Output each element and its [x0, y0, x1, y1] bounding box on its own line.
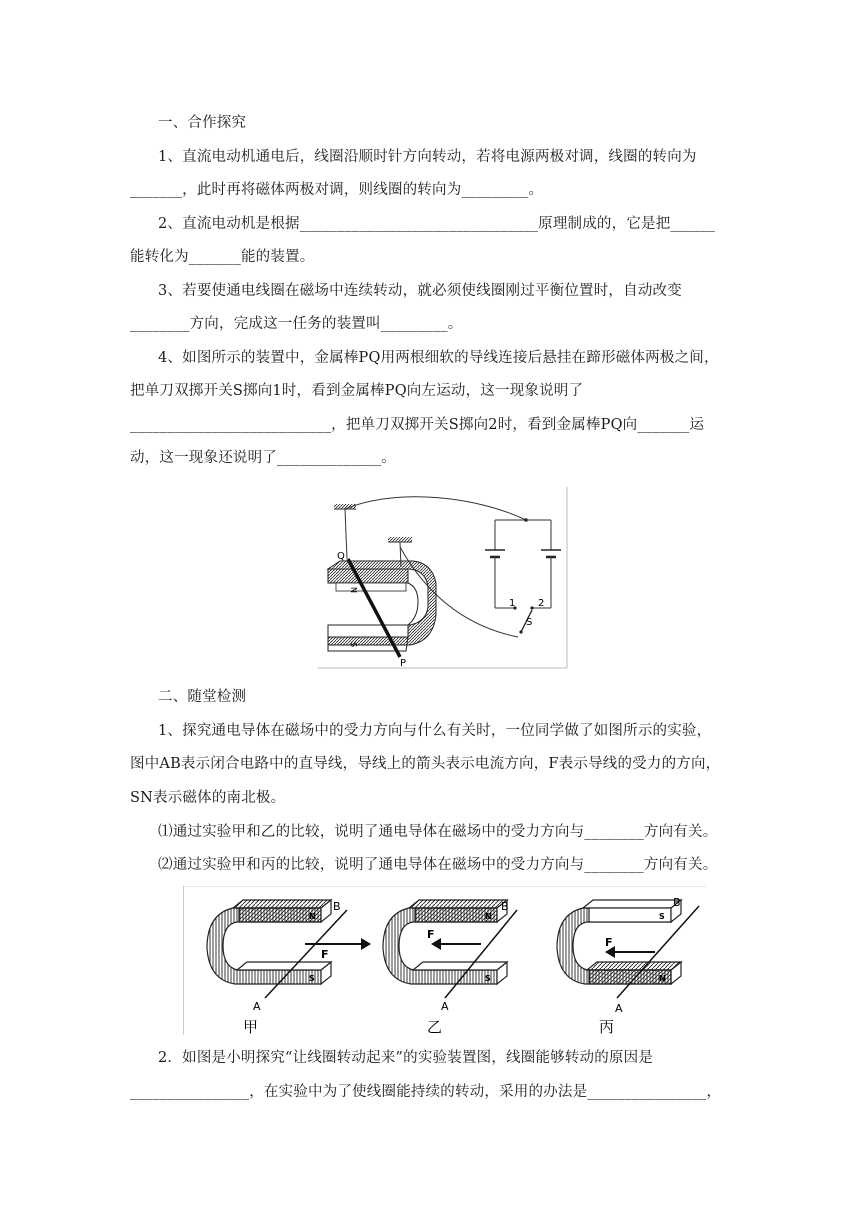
jia-f-label: F	[321, 948, 329, 961]
s2-q2-line1: 2．如图是小明探究“让线圈转动起来”的实验装置图，线圈能够转动的原因是	[158, 1050, 654, 1066]
ceiling-support-right	[388, 537, 412, 542]
experiment-yi	[383, 900, 517, 1036]
pole-s-label: S	[349, 642, 358, 648]
yi-wire-ab	[445, 910, 517, 998]
yi-a-label: A	[441, 1000, 449, 1013]
yi-caption: 乙	[427, 1018, 443, 1036]
yi-b-label: B	[501, 900, 509, 913]
battery-left	[485, 550, 505, 557]
switch-label: S	[526, 617, 533, 628]
switch-contact-2-label: 2	[538, 598, 545, 609]
yi-top-pole: N	[485, 912, 492, 921]
battery-right	[541, 550, 561, 557]
jia-a-label: A	[253, 1000, 261, 1013]
bing-f-label: F	[605, 936, 613, 949]
jia-wire-ab	[265, 910, 347, 998]
q1-line1: 1、直流电动机通电后，线圈沿顺时针方向转动，若将电源两极对调，线圈的转向为	[158, 149, 697, 165]
s2-q2-line2: ________________，在实验中为了使线圈能持续的转动，采用的办法是________________，	[130, 1084, 722, 1100]
bing-bottom-pole: N	[659, 974, 666, 983]
jia-b-label: B	[333, 900, 341, 913]
s2-q1-line1: 1、探究通电导体在磁场中的受力方向与什么有关时，一位同学做了如图所示的实验，	[158, 723, 712, 739]
horseshoe-magnet	[328, 561, 436, 651]
s2-q1-line2: 图中AB表示闭合电路中的直导线，导线上的箭头表示电流方向，F表示导线的受力的方向，	[130, 756, 721, 772]
q4-line2: 把单刀双掷开关S掷向1时，看到金属棒PQ向左运动，这一现象说明了	[130, 383, 584, 399]
section-heading-1: 一、合作探究	[158, 115, 247, 131]
yi-bottom-pole: S	[485, 974, 491, 983]
yi-f-label: F	[427, 928, 435, 941]
experiment-jia	[207, 900, 371, 1036]
q3-line1: 3、若要使通电线圈在磁场中连续转动，就必须使线圈刚过平衡位置时，自动改变	[158, 283, 682, 299]
bing-top-pole: S	[659, 912, 665, 921]
q4-line3: ___________________________，把单刀双掷开关S掷向2时，看到金属棒PQ向_______运	[130, 417, 705, 433]
figure-2-svg	[183, 886, 707, 1036]
jia-bottom-pole: S	[309, 974, 315, 983]
s2-q1-sub2: ⑵通过实验甲和丙的比较，说明了通电导体在磁场中的受力方向与________方向有关。	[158, 857, 718, 873]
bing-caption: 丙	[599, 1018, 615, 1036]
rod-label-q: Q	[337, 551, 345, 562]
experiment-bing	[557, 896, 699, 1036]
q2-line2: 能转化为_______能的装置。	[130, 249, 315, 265]
q4-line1: 4、如图所示的装置中，金属棒PQ用两根细软的导线连接后悬挂在蹄形磁体两极之间，	[158, 350, 719, 366]
q3-line2: ________方向，完成这一任务的装置叫_________。	[130, 316, 463, 332]
q1-line2: _______，此时再将磁体两极对调，则线圈的转向为_________。	[130, 182, 544, 198]
bing-b-label: B	[673, 896, 681, 909]
s2-q1-line3: SN表示磁体的南北极。	[130, 790, 286, 806]
q4-line4: 动，这一现象还说明了______________。	[130, 450, 396, 466]
switch-contact-1-label: 1	[509, 598, 516, 609]
figure-three-experiments	[183, 886, 707, 1036]
figure-1-svg	[318, 487, 568, 669]
jia-caption: 甲	[243, 1018, 259, 1036]
bing-a-label: A	[615, 1002, 623, 1015]
figure-magnet-rod-circuit	[318, 487, 568, 669]
section-heading-2: 二、随堂检测	[158, 689, 247, 705]
jia-top-pole: N	[309, 912, 316, 921]
q2-line1: 2、直流电动机是根据________________________________原理制成的，它是把______	[158, 216, 716, 232]
rod-label-p: P	[400, 658, 407, 669]
pole-n-label: N	[349, 587, 358, 593]
s2-q1-sub1: ⑴通过实验甲和乙的比较，说明了通电导体在磁场中的受力方向与________方向有关。	[158, 824, 718, 840]
